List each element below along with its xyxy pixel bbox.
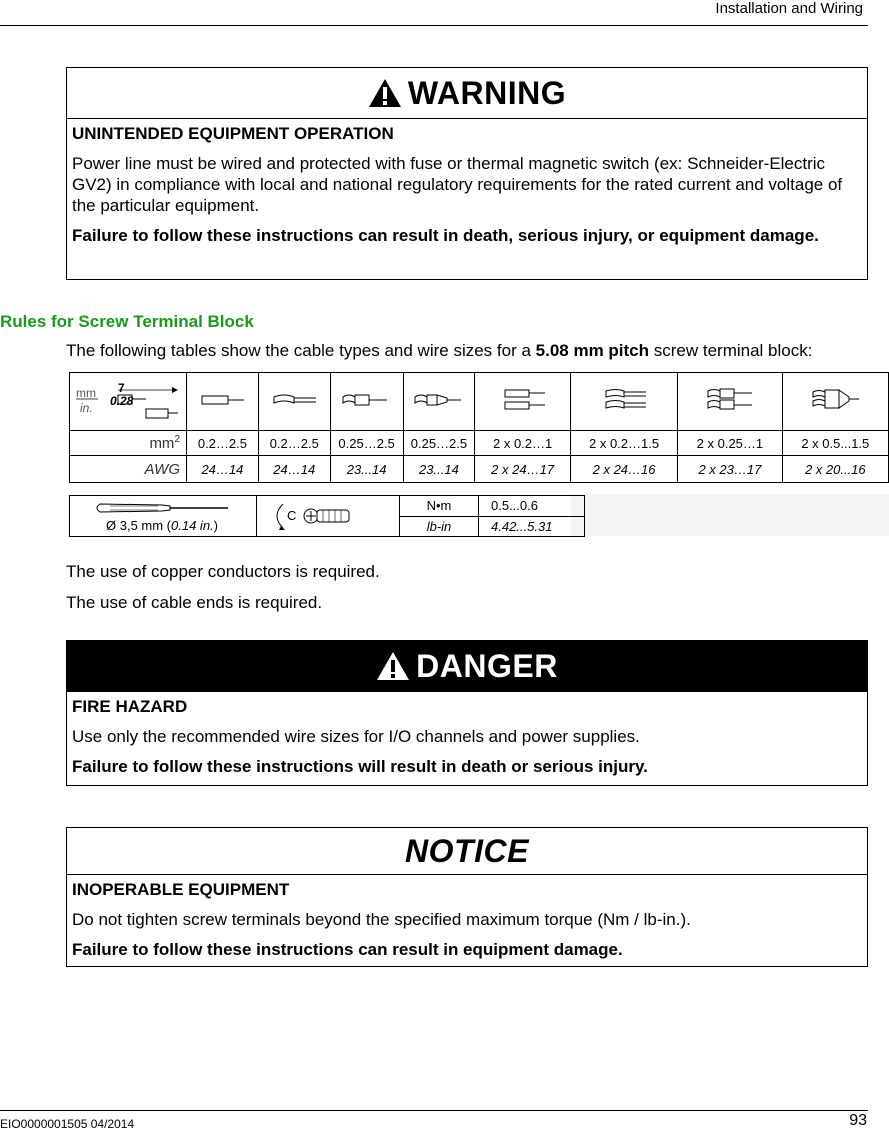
mm2-value: 2 x 0.25…1 xyxy=(678,431,782,456)
nm-value: 0.5...0.6 xyxy=(479,496,585,517)
lbin-label: lb-in xyxy=(400,516,479,537)
warning-title: WARNING xyxy=(407,74,567,111)
notice-heading: INOPERABLE EQUIPMENT xyxy=(72,880,290,899)
mm2-value: 0.25…2.5 xyxy=(403,431,475,456)
strip-length-in: 0.28 xyxy=(110,394,134,408)
mm2-value: 0.25…2.5 xyxy=(330,431,403,456)
danger-text: Use only the recommended wire sizes for I/O channels and power supplies. xyxy=(72,727,640,746)
awg-label: AWG xyxy=(70,456,187,483)
stranded-wire-icon xyxy=(264,390,324,410)
danger-title: DANGER xyxy=(416,647,558,684)
strip-length-cell xyxy=(70,373,187,431)
twin-insulated-ferrule-icon xyxy=(805,386,865,414)
awg-value: 23...14 xyxy=(330,456,403,483)
awg-value: 23...14 xyxy=(403,456,475,483)
mm2-label: $mm^2$ xyxy=(70,431,187,456)
screwdriver-cell xyxy=(70,496,257,537)
mm2-value: 2 x 0.5...1.5 xyxy=(782,431,888,456)
page-header: Installation and Wiring xyxy=(715,0,863,17)
screwdriver-size: Ø 3,5 mm (0.14 in.) xyxy=(106,518,219,533)
warning-heading: UNINTENDED EQUIPMENT OPERATION xyxy=(72,124,394,143)
screw-cell xyxy=(257,496,400,537)
awg-value: 2 x 23…17 xyxy=(678,456,782,483)
two-stranded-wires-icon xyxy=(594,386,654,414)
section-title: Rules for Screw Terminal Block xyxy=(0,312,254,331)
mm2-value: 2 x 0.2…1.5 xyxy=(570,431,677,456)
solid-wire-icon xyxy=(192,390,252,410)
mm2-value: 0.2…2.5 xyxy=(258,431,330,456)
awg-value: 2 x 24…17 xyxy=(475,456,571,483)
awg-value: 2 x 20...16 xyxy=(782,456,888,483)
danger-box xyxy=(66,640,868,786)
page-number: 93 xyxy=(849,1112,867,1129)
awg-value: 2 x 24…16 xyxy=(570,456,677,483)
strip-unit-in: in. xyxy=(80,401,93,415)
torque-table xyxy=(69,495,585,537)
notice-title: NOTICE xyxy=(67,828,867,875)
notice-text: Do not tighten screw terminals beyond the specified maximum torque (Nm / lb-in.). xyxy=(72,910,691,929)
doc-id: EIO0000001505 04/2014 xyxy=(0,1117,135,1131)
ferrule-icon xyxy=(337,390,397,410)
danger-triangle-icon xyxy=(376,651,410,681)
two-solid-wires-icon xyxy=(493,386,553,414)
two-ferrules-icon xyxy=(700,386,760,414)
wire-size-table xyxy=(69,372,889,483)
danger-title-bar xyxy=(67,641,867,692)
note-cable-ends: The use of cable ends is required. xyxy=(66,593,323,612)
notice-consequence: Failure to follow these instructions can result in equipment damage. xyxy=(72,940,623,959)
warning-box xyxy=(66,67,868,280)
strip-unit-mm: mm xyxy=(76,386,96,400)
intro-paragraph: The following tables show the cable types and wire sizes for a 5.08 mm pitch screw terminal block: xyxy=(66,341,813,360)
danger-heading: FIRE HAZARD xyxy=(72,697,188,716)
danger-consequence: Failure to follow these instructions will result in death or serious injury. xyxy=(72,757,648,776)
awg-value: 24…14 xyxy=(258,456,330,483)
lbin-value: 4.42...5.31 xyxy=(479,516,585,537)
awg-value: 24…14 xyxy=(187,456,259,483)
strip-length-mm: 7 xyxy=(118,381,125,395)
nm-label: N•m xyxy=(400,496,479,517)
insulated-ferrule-icon xyxy=(409,390,469,410)
header-rule xyxy=(0,25,868,26)
awg-row xyxy=(70,456,889,483)
mm2-value: 2 x 0.2…1 xyxy=(475,431,571,456)
footer-rule xyxy=(0,1110,868,1111)
notice-box xyxy=(66,827,868,967)
screwdriver-icon xyxy=(70,498,256,518)
warning-text: Power line must be wired and protected with fuse or thermal magnetic switch (ex: Schneider-Electric GV2) in compliance with local and national regulatory requirements for the rated current and voltage of the particular equipment. xyxy=(72,154,843,215)
pitch-value: 5.08 mm pitch xyxy=(535,341,650,360)
note-copper: The use of copper conductors is required. xyxy=(66,562,380,581)
tighten-screw-icon xyxy=(257,496,399,536)
warning-consequence: Failure to follow these instructions can result in death, serious injury, or equipment damage. xyxy=(72,226,819,245)
screw-label: C xyxy=(287,508,297,523)
mm2-value: 0.2…2.5 xyxy=(187,431,259,456)
warning-triangle-icon xyxy=(368,78,402,108)
torque-table-shadow xyxy=(571,494,889,536)
mm2-row xyxy=(70,431,889,456)
warning-title-bar xyxy=(67,68,867,119)
